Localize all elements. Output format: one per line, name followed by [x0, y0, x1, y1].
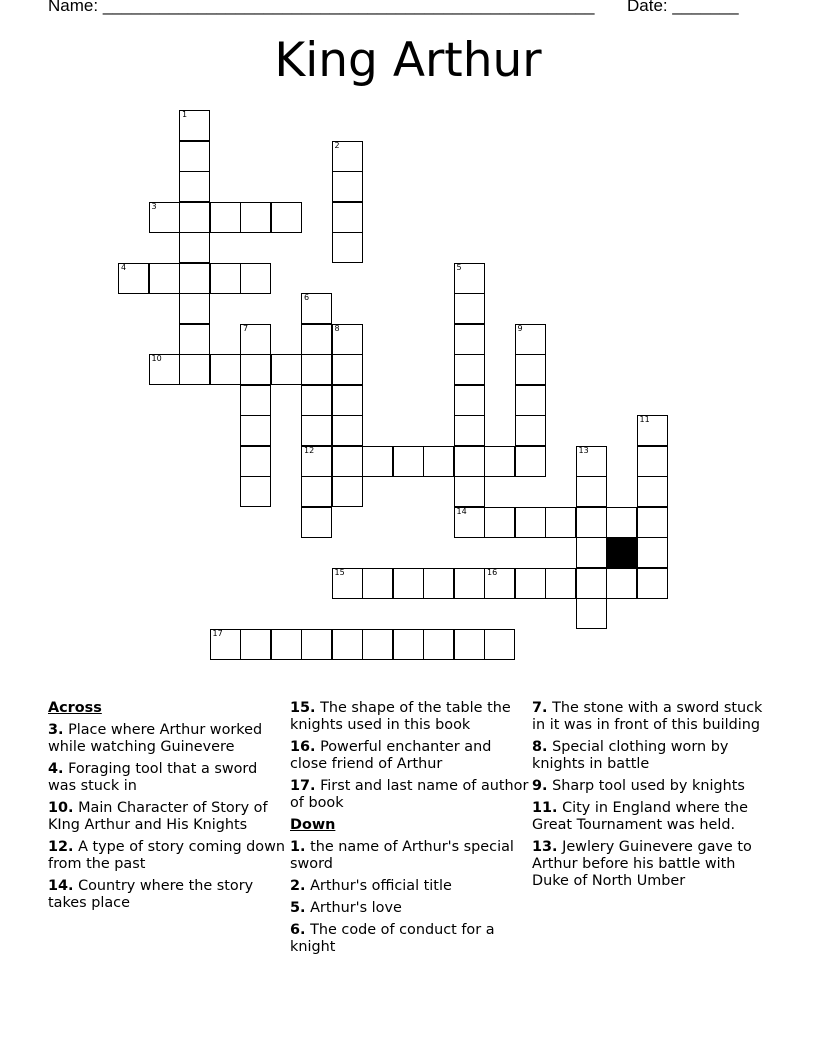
- grid-cell[interactable]: [240, 415, 271, 446]
- grid-cell[interactable]: [332, 202, 363, 233]
- grid-cell[interactable]: [332, 354, 363, 385]
- clue-number: 14: [456, 506, 467, 516]
- grid-cell[interactable]: [179, 354, 210, 385]
- grid-cell[interactable]: [454, 446, 485, 477]
- grid-cell[interactable]: [240, 629, 271, 660]
- grid-cell[interactable]: [271, 202, 302, 233]
- grid-cell[interactable]: [179, 110, 210, 141]
- clue-number: 6: [304, 293, 310, 302]
- grid-cell[interactable]: [179, 202, 210, 233]
- name-label: Name:: [48, 0, 99, 15]
- clue-down-13: 13. Jewlery Guinevere gave to Arthur before his battle with Duke of North Umber: [532, 839, 752, 889]
- clue-down-1: 1. the name of Arthur's special sword: [290, 839, 514, 872]
- grid-cell[interactable]: [179, 171, 210, 202]
- grid-cell[interactable]: [454, 293, 485, 324]
- grid-cell[interactable]: [332, 568, 363, 599]
- grid-cell[interactable]: [210, 629, 241, 660]
- clue-down-11: 11. City in England where the Great Tournament was held.: [532, 800, 748, 833]
- grid-cell[interactable]: [576, 507, 607, 538]
- grid-cell[interactable]: [179, 263, 210, 294]
- clue-down-8: 8. Special clothing worn by knights in battle: [532, 739, 729, 772]
- date-line: _______: [672, 0, 739, 15]
- grid-cell[interactable]: [515, 507, 546, 538]
- grid-cell[interactable]: [454, 507, 485, 538]
- grid-cell[interactable]: [606, 568, 637, 599]
- grid-cell[interactable]: [332, 232, 363, 263]
- grid-cell[interactable]: [240, 385, 271, 416]
- grid-cell[interactable]: [179, 293, 210, 324]
- grid-cell[interactable]: [362, 568, 393, 599]
- clue-across-12: 12. A type of story coming down from the past: [48, 839, 286, 872]
- grid-cell[interactable]: [210, 354, 241, 385]
- grid-cell[interactable]: [423, 568, 454, 599]
- grid-cell[interactable]: [240, 263, 271, 294]
- grid-cell[interactable]: [454, 629, 485, 660]
- grid-cell[interactable]: [423, 629, 454, 660]
- grid-cell[interactable]: [637, 507, 668, 538]
- grid-cell[interactable]: [301, 446, 332, 477]
- clue-across-3: 3. Place where Arthur worked while watching Guinevere: [48, 722, 263, 755]
- grid-cell[interactable]: [454, 568, 485, 599]
- grid-cell[interactable]: [301, 385, 332, 416]
- grid-cell[interactable]: [637, 415, 668, 446]
- page-title: King Arthur: [274, 33, 542, 88]
- clue-number: 11: [639, 415, 650, 424]
- clue-across-15: 15. The shape of the table the knights used in this book: [290, 700, 511, 733]
- grid-cell[interactable]: [301, 354, 332, 385]
- grid-cell[interactable]: [515, 568, 546, 599]
- grid-cell[interactable]: [240, 354, 271, 385]
- clue-number: 10: [151, 354, 162, 363]
- date-label: Date:: [627, 0, 668, 15]
- grid-cell[interactable]: [393, 629, 424, 660]
- grid-cell[interactable]: [332, 171, 363, 202]
- grid-cell[interactable]: [576, 476, 607, 507]
- grid-cell[interactable]: [149, 354, 180, 385]
- clue-down-7: 7. The stone with a sword stuck in it was in front of this building: [532, 700, 763, 733]
- grid-cell[interactable]: [149, 263, 180, 294]
- grid-cell[interactable]: [240, 202, 271, 233]
- grid-cell[interactable]: [332, 476, 363, 507]
- grid-cell[interactable]: [332, 385, 363, 416]
- name-line: ____________________________________________________: [102, 0, 595, 15]
- grid-cell[interactable]: [515, 385, 546, 416]
- clue-down-9: 9. Sharp tool used by knights: [532, 778, 745, 794]
- grid-cell[interactable]: [515, 415, 546, 446]
- grid-cell[interactable]: [484, 629, 515, 660]
- grid-cell[interactable]: [576, 598, 607, 629]
- grid-cell[interactable]: [545, 568, 576, 599]
- clue-number: 9: [517, 323, 523, 333]
- clue-across-4: 4. Foraging tool that a sword was stuck in: [48, 761, 258, 794]
- grid-cell[interactable]: [149, 202, 180, 233]
- grid-cell[interactable]: [301, 476, 332, 507]
- grid-cell[interactable]: [545, 507, 576, 538]
- clue-column-3: [532, 700, 772, 895]
- grid-cell[interactable]: [454, 354, 485, 385]
- grid-cell[interactable]: [301, 629, 332, 660]
- clue-across-17: 17. First and last name of author of book: [290, 778, 529, 811]
- grid-cell[interactable]: [240, 476, 271, 507]
- grid-cell[interactable]: [271, 354, 302, 385]
- grid-cell[interactable]: [332, 415, 363, 446]
- grid-cell[interactable]: [393, 446, 424, 477]
- clue-column-1: [48, 700, 288, 917]
- down-heading: Down: [290, 817, 336, 833]
- grid-cell[interactable]: [240, 446, 271, 477]
- grid-cell[interactable]: [637, 446, 668, 477]
- grid-cell[interactable]: [454, 263, 485, 294]
- grid-cell[interactable]: [210, 202, 241, 233]
- grid-cell[interactable]: [515, 354, 546, 385]
- grid-cell[interactable]: [515, 324, 546, 355]
- grid-cell[interactable]: [454, 385, 485, 416]
- clue-across-14: 14. Country where the story takes place: [48, 878, 254, 911]
- grid-cell[interactable]: [210, 263, 241, 294]
- clue-column-2: [290, 700, 530, 961]
- grid-cell[interactable]: [637, 568, 668, 599]
- grid-cell[interactable]: [301, 507, 332, 538]
- grid-cell[interactable]: [576, 537, 607, 568]
- grid-block: [606, 537, 637, 568]
- grid-cell[interactable]: [332, 446, 363, 477]
- grid-cell[interactable]: [301, 293, 332, 324]
- grid-cell[interactable]: [576, 568, 607, 599]
- grid-cell[interactable]: [271, 629, 302, 660]
- grid-cell[interactable]: [454, 476, 485, 507]
- clue-number: 3: [151, 201, 157, 211]
- clue-number: 4: [121, 262, 127, 272]
- grid-cell[interactable]: [484, 446, 515, 477]
- clue-number: 12: [304, 445, 315, 455]
- clue-number: 15: [334, 567, 345, 577]
- grid-cell[interactable]: [606, 507, 637, 538]
- grid-cell[interactable]: [240, 324, 271, 355]
- grid-cell[interactable]: [484, 568, 515, 599]
- clue-number: 7: [243, 323, 249, 333]
- grid-cell[interactable]: [332, 324, 363, 355]
- grid-cell[interactable]: [454, 415, 485, 446]
- grid-cell[interactable]: [637, 537, 668, 568]
- clue-across-10: 10. Main Character of Story of KIng Arthur and His Knights: [48, 800, 268, 833]
- clue-number: 2: [334, 140, 340, 150]
- clue-down-5: 5. Arthur's love: [290, 900, 402, 916]
- grid-cell[interactable]: [332, 141, 363, 172]
- grid-cell[interactable]: [637, 476, 668, 507]
- grid-cell[interactable]: [179, 232, 210, 263]
- grid-cell[interactable]: [301, 324, 332, 355]
- clue-number: 17: [212, 628, 223, 638]
- grid-cell[interactable]: [362, 629, 393, 660]
- clue-number: 13: [578, 445, 589, 455]
- clue-down-2: 2. Arthur's official title: [290, 878, 452, 894]
- clue-across-16: 16. Powerful enchanter and close friend of Arthur: [290, 739, 492, 772]
- grid-cell[interactable]: [454, 324, 485, 355]
- clue-number: 16: [487, 567, 498, 577]
- grid-cell[interactable]: [332, 629, 363, 660]
- grid-cell[interactable]: [423, 446, 454, 477]
- grid-cell[interactable]: [576, 446, 607, 477]
- grid-cell[interactable]: [118, 263, 149, 294]
- grid-cell[interactable]: [484, 507, 515, 538]
- across-heading: Across: [48, 700, 102, 716]
- grid-cell[interactable]: [362, 446, 393, 477]
- clue-number: 5: [456, 262, 462, 272]
- grid-cell[interactable]: [515, 446, 546, 477]
- clue-down-6: 6. The code of conduct for a knight: [290, 922, 495, 955]
- grid-cell[interactable]: [179, 324, 210, 355]
- clue-number: 1: [182, 110, 188, 119]
- grid-cell[interactable]: [179, 141, 210, 172]
- grid-cell[interactable]: [301, 415, 332, 446]
- grid-cell[interactable]: [393, 568, 424, 599]
- clue-number: 8: [334, 323, 340, 333]
